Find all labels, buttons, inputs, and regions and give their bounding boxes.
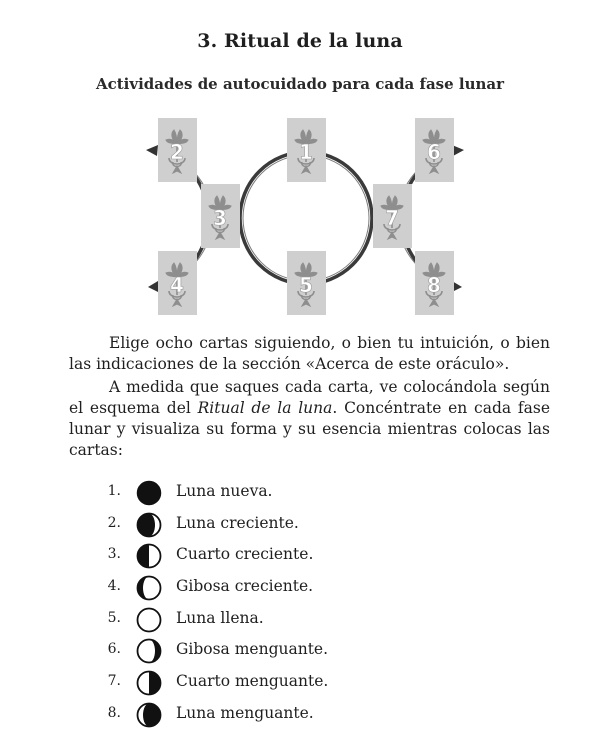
instructions-text-end: . Concéntrate en cada fase lunar y visualiza su forma y su esencia mientras colocas las cartas: (69, 399, 550, 459)
last-quarter-icon (136, 670, 162, 696)
card-number: 6 (427, 140, 441, 164)
card-8 (415, 251, 454, 315)
card-number: 5 (299, 273, 313, 297)
waxing-crescent-icon (136, 512, 162, 538)
card-number: 1 (299, 140, 313, 164)
instructions-text-start: A medida que saques cada carta, ve colocándola según el esquema del (69, 378, 550, 417)
list-item (0, 540, 600, 572)
phase-number: 7. (107, 673, 121, 690)
list-item (0, 509, 600, 541)
moon-ritual-diagram (0, 100, 600, 325)
phase-number: 8. (107, 704, 121, 721)
card-1 (287, 118, 326, 182)
phase-number: 2. (107, 514, 121, 531)
phase-label: Luna nueva. (176, 482, 273, 500)
card-number: 3 (213, 206, 227, 230)
moon-phase-list (0, 477, 600, 731)
phase-label: Luna llena. (176, 608, 264, 627)
phase-label: Gibosa menguante. (176, 640, 329, 659)
first-quarter-icon (136, 543, 162, 569)
phase-label: Gibosa creciente. (176, 577, 314, 596)
card-number: 4 (170, 273, 184, 297)
intro-paragraph (69, 333, 550, 375)
new-moon-icon (136, 480, 162, 506)
phase-label: Luna creciente. (176, 513, 299, 532)
waning-gibbous-icon (136, 638, 162, 664)
phase-number: 6. (107, 641, 121, 658)
list-item (0, 699, 600, 731)
intro-text: Elige ocho cartas siguiendo, o bien tu intuición, o bien las indicaciones de la sección «Acerca de este oráculo». (69, 334, 550, 373)
phase-label: Luna menguante. (176, 703, 314, 722)
waning-crescent-icon (136, 702, 162, 728)
page-subtitle: Actividades de autocuidado para cada fase lunar (95, 75, 505, 93)
card-number: 7 (385, 206, 399, 230)
phase-label: Cuarto menguante. (176, 672, 329, 691)
card-number: 8 (427, 273, 441, 297)
list-item (0, 667, 600, 699)
card-5 (287, 251, 326, 315)
card-3 (201, 184, 240, 248)
phase-number: 4. (107, 578, 121, 595)
card-4 (158, 251, 197, 315)
card-number: 2 (170, 140, 184, 164)
waxing-gibbous-icon (136, 575, 162, 601)
phase-label: Cuarto creciente. (176, 545, 314, 564)
phase-number: 3. (107, 546, 121, 563)
full-moon-icon (136, 607, 162, 633)
card-7 (373, 184, 412, 248)
list-item (0, 635, 600, 667)
list-item (0, 572, 600, 604)
card-2 (158, 118, 197, 182)
left-arrow-icon (146, 145, 158, 156)
phase-number: 1. (107, 483, 121, 499)
list-item (0, 477, 600, 509)
ritual-name: Ritual de la luna (197, 399, 333, 417)
card-6 (415, 118, 454, 182)
page-title: 3. Ritual de la luna (197, 30, 403, 52)
instructions-paragraph (69, 377, 550, 461)
left-bottom-arrow-icon (148, 281, 158, 292)
phase-number: 5. (107, 609, 121, 626)
list-item (0, 604, 600, 636)
